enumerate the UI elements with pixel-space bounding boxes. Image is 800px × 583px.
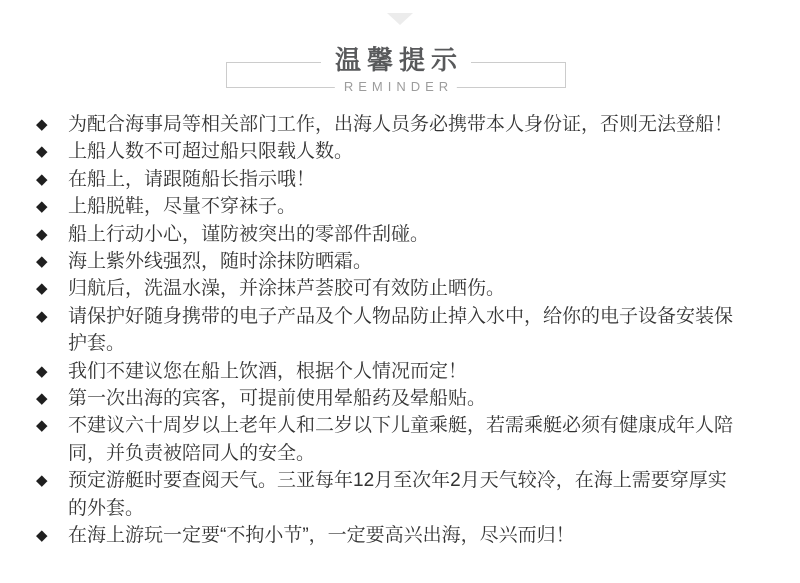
diamond-bullet-icon: ◆ [36,143,48,161]
tip-text: 在海上游玩一定要“不拘小节”，一定要高兴出海，尽兴而归！ [68,525,575,547]
diamond-bullet-icon: ◆ [36,307,48,325]
tip-text: 上船人数不可超过船只限载人数。 [68,141,354,163]
diamond-bullet-icon: ◆ [36,170,48,188]
tip-text: 第一次出海的宾客，可提前使用晕船药及晕船贴。 [68,388,487,410]
tip-item [36,412,740,467]
tip-text: 不建议六十周岁以上老年人和二岁以下儿童乘艇，若需乘艇必须有健康成年人陪同，并负责被陪同人的安全。 [68,415,734,464]
tip-item [36,522,740,549]
title-frame [226,45,566,94]
diamond-bullet-icon: ◆ [36,417,48,435]
tip-text: 海上紫外线强烈，随时涂抹防晒霜。 [68,251,373,273]
triangle-down-icon [387,13,413,25]
page-subtitle: REMINDER [335,77,457,97]
tip-text: 为配合海事局等相关部门工作，出海人员务必携带本人身份证，否则无法登船！ [68,114,734,135]
diamond-bullet-icon: ◆ [36,472,48,490]
tip-text: 预定游艇时要查阅天气。三亚每年12月至次年2月天气较冷，在海上需要穿厚实的外套。 [68,470,727,519]
tip-text: 请保护好随身携带的电子产品及个人物品防止掉入水中，给你的电子设备安装保护套。 [68,305,734,355]
tip-item [36,467,740,522]
tip-text: 在船上，请跟随船长指示哦！ [68,168,316,190]
diamond-bullet-icon: ◆ [36,390,48,408]
tip-text: 我们不建议您在船上饮酒，根据个人情况而定！ [68,360,468,382]
tip-text: 归航后，洗温水澡，并涂抹芦荟胶可有效防止晒伤。 [68,278,506,300]
tip-item [36,111,740,138]
tip-item [36,221,740,248]
page-title: 温馨提示 [321,41,471,79]
tip-item [36,248,740,275]
tip-item [36,193,740,220]
diamond-bullet-icon: ◆ [36,362,48,380]
diamond-bullet-icon: ◆ [36,280,48,298]
diamond-bullet-icon: ◆ [36,253,48,271]
tip-item [36,275,740,302]
diamond-bullet-icon: ◆ [36,225,48,243]
tip-text: 船上行动小心，谨防被突出的零部件刮碰。 [68,223,430,245]
tip-item [36,358,740,385]
diamond-bullet-icon: ◆ [36,198,48,216]
tip-text: 上船脱鞋，尽量不穿袜子。 [68,196,297,218]
tips-list [36,111,772,550]
diamond-bullet-icon: ◆ [36,116,48,133]
diamond-bullet-icon: ◆ [36,527,48,545]
tip-item [36,138,740,165]
tip-item [36,166,740,193]
tip-item [36,385,740,412]
tip-item [36,303,740,358]
